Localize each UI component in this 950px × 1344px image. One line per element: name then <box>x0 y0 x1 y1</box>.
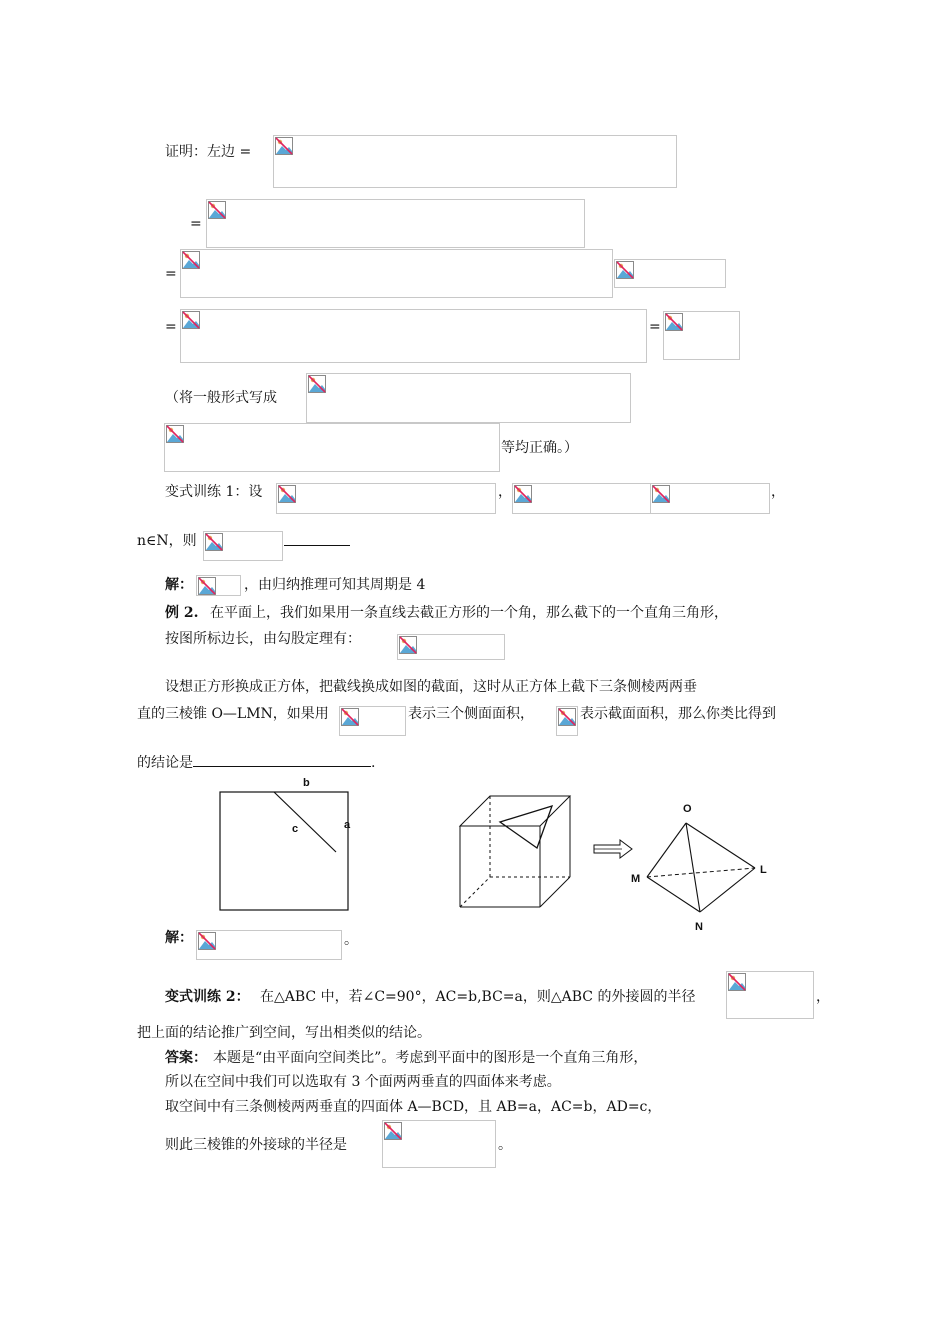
broken-image-icon <box>384 1122 402 1140</box>
formula-image <box>196 930 342 960</box>
formula-image <box>180 249 613 298</box>
formula-image <box>164 423 500 472</box>
example2-para-line2a: 直的三棱锥 O—LMN，如果用 <box>137 706 329 722</box>
example2-label: 例 2. <box>165 605 199 621</box>
answer-line3: 取空间中有三条侧棱两两垂直的四面体 A—BCD，且 AB=a，AC=b，AD=c， <box>165 1099 662 1115</box>
broken-image-icon <box>728 973 746 991</box>
broken-image-icon <box>308 375 326 393</box>
vertex-label-l: L <box>760 864 767 876</box>
broken-image-icon <box>182 251 200 269</box>
tetrahedron-figure <box>625 797 775 937</box>
conclusion-label: 的结论是 . <box>137 752 375 772</box>
formula-image <box>614 259 726 288</box>
equals-sign: = <box>190 216 202 232</box>
example2-para-line2c: 表示截面面积，那么你类比得到 <box>580 706 776 722</box>
broken-image-icon <box>198 932 216 950</box>
formula-image <box>306 373 631 423</box>
square-figure <box>210 770 360 915</box>
answer-end: 。 <box>498 1137 512 1153</box>
answer-line1: 本题是“由平面向空间类比”。考虑到平面中的图形是一个直角三角形， <box>213 1050 648 1066</box>
broken-image-icon <box>341 708 359 726</box>
square-outline <box>220 792 348 910</box>
formula-image <box>273 135 677 188</box>
variant2-line2: 把上面的结论推广到空间，写出相类似的结论。 <box>137 1025 431 1041</box>
formula-image <box>726 971 814 1019</box>
broken-image-icon <box>166 425 184 443</box>
square-label-a: a <box>344 819 351 831</box>
solution1-text: ，由归纳推理可知其周期是 4 <box>244 577 426 593</box>
broken-image-icon <box>275 137 293 155</box>
broken-image-icon <box>665 313 683 331</box>
example2-para-line2b: 表示三个侧面面积， <box>408 706 534 722</box>
broken-image-icon <box>558 708 576 726</box>
example2-line2: 按图所标边长，由勾股定理有： <box>165 631 361 647</box>
broken-image-icon <box>182 311 200 329</box>
formula-image <box>512 483 652 514</box>
broken-image-icon <box>198 577 216 595</box>
formula-image <box>663 311 740 360</box>
equals-sign: = <box>165 266 177 282</box>
formula-image <box>339 706 406 736</box>
vertex-label-m: M <box>631 873 641 885</box>
example2-para-line1: 设想正方形换成正方体，把截线换成如图的截面，这时从正方体上截下三条侧棱两两垂 <box>165 679 697 695</box>
solution1-label: 解： <box>165 577 193 593</box>
answer-label: 答案： <box>165 1050 207 1066</box>
broken-image-icon <box>399 636 417 654</box>
formula-image <box>203 531 283 561</box>
vertex-label-o: O <box>683 803 692 815</box>
broken-image-icon <box>205 533 223 551</box>
note-close: 等均正确。） <box>501 440 578 456</box>
broken-image-icon <box>208 201 226 219</box>
broken-image-icon <box>616 261 634 279</box>
formula-image <box>556 706 578 736</box>
cut-line <box>274 792 336 852</box>
solution2-end: 。 <box>344 932 358 948</box>
note-open: （将一般形式写成 <box>165 390 277 406</box>
cut-section <box>500 806 552 848</box>
variant1-label: 变式训练 1：设 <box>165 484 263 500</box>
square-label-b: b <box>303 777 310 789</box>
broken-image-icon <box>514 485 532 503</box>
comma: ， <box>816 989 830 1005</box>
vertex-label-n: N <box>695 921 703 933</box>
formula-image <box>397 634 505 660</box>
square-label-c: c <box>292 823 299 835</box>
equals-sign: = <box>165 319 177 335</box>
example2-line1: 在平面上，我们如果用一条直线去截正方形的一个角，那么截下的一个直角三角形， <box>210 605 728 621</box>
broken-image-icon <box>278 485 296 503</box>
broken-image-icon <box>652 485 670 503</box>
formula-image <box>196 575 241 596</box>
comma: ， <box>498 484 512 500</box>
variant2-text: 在△ABC 中，若∠C=90°，AC=b,BC=a，则△ABC 的外接圆的半径 <box>260 989 696 1005</box>
proof-label: 证明：左边 = <box>165 144 252 160</box>
cube-top <box>460 796 570 826</box>
formula-image <box>206 199 585 248</box>
answer-line2: 所以在空间中我们可以选取有 3 个面两两垂直的四面体来考虑。 <box>165 1074 561 1090</box>
n-label: n∈N，则 <box>137 533 197 549</box>
answer-line4: 则此三棱锥的外接球的半径是 <box>165 1137 347 1153</box>
cube-figure <box>452 790 577 912</box>
comma: ， <box>771 484 785 500</box>
solution2-label: 解： <box>165 930 193 946</box>
equals-sign: = <box>649 319 661 335</box>
formula-image <box>382 1120 496 1168</box>
conclusion-blank <box>193 752 371 767</box>
formula-image <box>650 483 770 514</box>
variant2-label: 变式训练 2： <box>165 989 250 1005</box>
formula-image <box>276 483 496 514</box>
answer-blank <box>284 545 350 546</box>
formula-image <box>180 309 647 363</box>
